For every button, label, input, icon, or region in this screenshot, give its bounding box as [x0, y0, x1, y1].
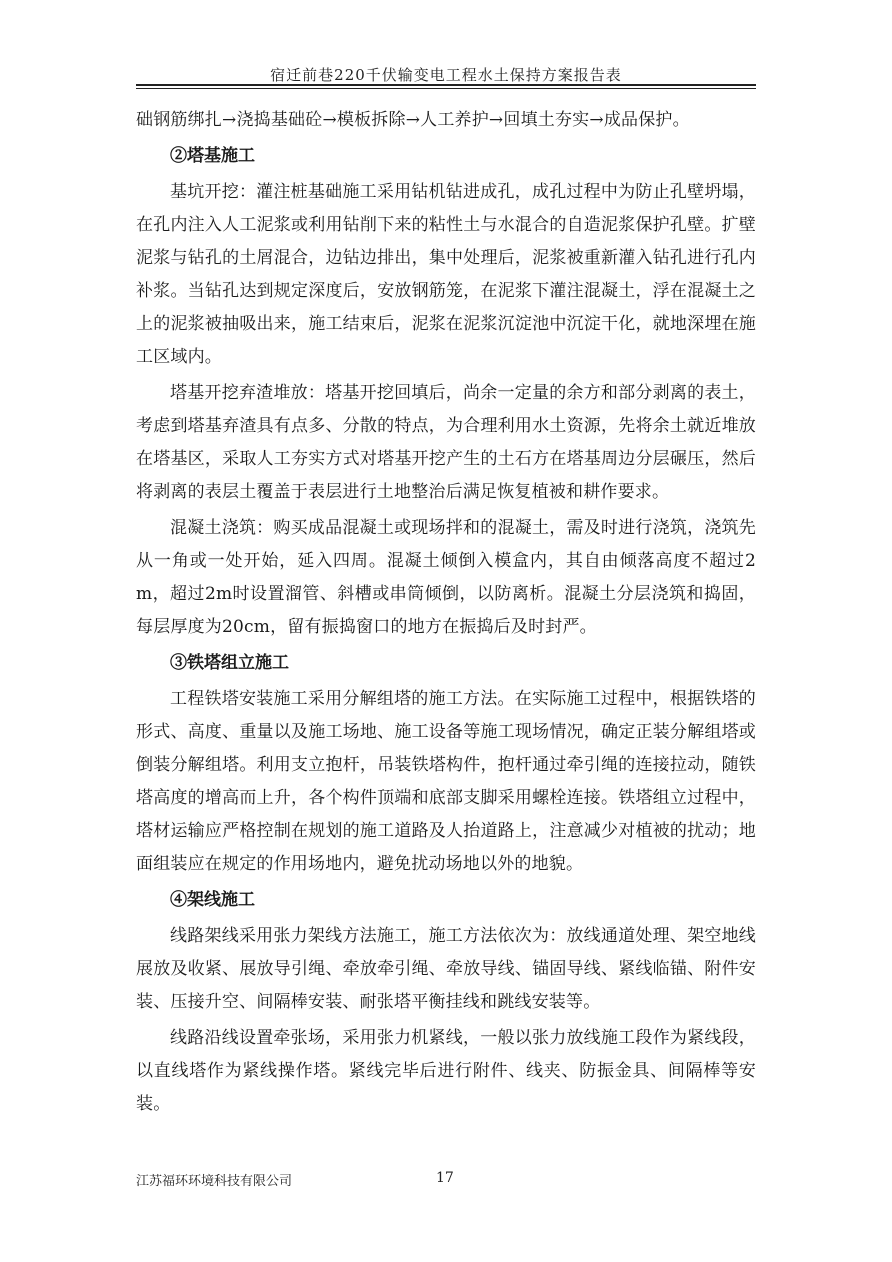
body-content [136, 104, 756, 1124]
page-header-title: 宿迁前巷220千伏输变电工程水土保持方案报告表 [270, 66, 622, 84]
header-rule-thick [136, 84, 756, 86]
section-heading-tower-foundation: ②塔基施工 [170, 146, 255, 166]
paragraph-tower-assembly: 工程铁塔安装施工采用分解组塔的施工方法。在实际施工过程中，根据铁塔的形式、高度、重量以及施工场地、施工设备等施工现场情况，确定正装分解组塔或倒装分解组塔。利用支立抱杆，吊装铁塔构件，抱杆通过牵引绳的连接拉动，随铁塔高度的增高而上升，各个构件顶端和底部支脚采用螺栓连接。铁塔组立过程中，塔材运输应严格控制在规划的施工道路及人抬道路上，注意减少对植被的扰动；地面组装应在规定的作用场地内，避免扰动场地以外的地貌。 [136, 689, 756, 874]
header-rule-thin [136, 88, 756, 89]
paragraph-tension-stringing: 线路架线采用张力架线方法施工，施工方法依次为：放线通道处理、架空地线展放及收紧、展放导引绳、牵放牵引绳、牵放导线、锚固导线、紧线临锚、附件安装、压接升空、间隔棒安装、耐张塔平衡挂线和跳线安装等。 [136, 926, 756, 1012]
footer-page-number: 17 [436, 1170, 454, 1186]
section-heading-stringing: ④架线施工 [170, 890, 255, 910]
paragraph-concrete-pouring: 混凝土浇筑：购买成品混凝土或现场拌和的混凝土，需及时进行浇筑，浇筑先从一角或一处开始，延入四周。混凝土倾倒入模盒内，其自由倾落高度不超过2m，超过2m时设置溜管、斜槽或串筒倾倒，以防离析。混凝土分层浇筑和捣固，每层厚度为20cm，留有振捣窗口的地方在振捣后及时封严。 [136, 518, 756, 637]
paragraph-pit-excavation: 基坑开挖：灌注桩基础施工采用钻机钻进成孔，成孔过程中为防止孔壁坍塌，在孔内注入人工泥浆或利用钻削下来的粘性土与水混合的自造泥浆保护孔壁。扩壁泥浆与钻孔的土屑混合，边钻边排出，集中处理后，泥浆被重新灌入钻孔进行孔内补浆。当钻孔达到规定深度后，安放钢筋笼，在泥浆下灌注混凝土，浮在混凝土之上的泥浆被抽吸出来，施工结束后，泥浆在泥浆沉淀池中沉淀干化，就地深埋在施工区域内。 [136, 182, 756, 367]
paragraph-tension-site: 线路沿线设置牵张场，采用张力机紧线，一般以张力放线施工段作为紧线段，以直线塔作为紧线操作塔。紧线完毕后进行附件、线夹、防振金具、间隔棒等安装。 [136, 1028, 756, 1114]
paragraph-spoil-stacking: 塔基开挖弃渣堆放：塔基开挖回填后，尚余一定量的余方和部分剥离的表土，考虑到塔基弃渣具有点多、分散的特点，为合理利用水土资源，先将余土就近堆放在塔基区，采取人工夯实方式对塔基开挖产生的土石方在塔基周边分层碾压，然后将剥离的表层土覆盖于表层进行土地整治后满足恢复植被和耕作要求。 [136, 383, 756, 502]
footer-company-name: 江苏福环环境科技有限公司 [136, 1174, 293, 1189]
section-heading-tower-erection: ③铁塔组立施工 [170, 653, 289, 673]
paragraph-continuation: 础钢筋绑扎→浇捣基础砼→模板拆除→人工养护→回填土夯实→成品保护。 [136, 110, 690, 130]
